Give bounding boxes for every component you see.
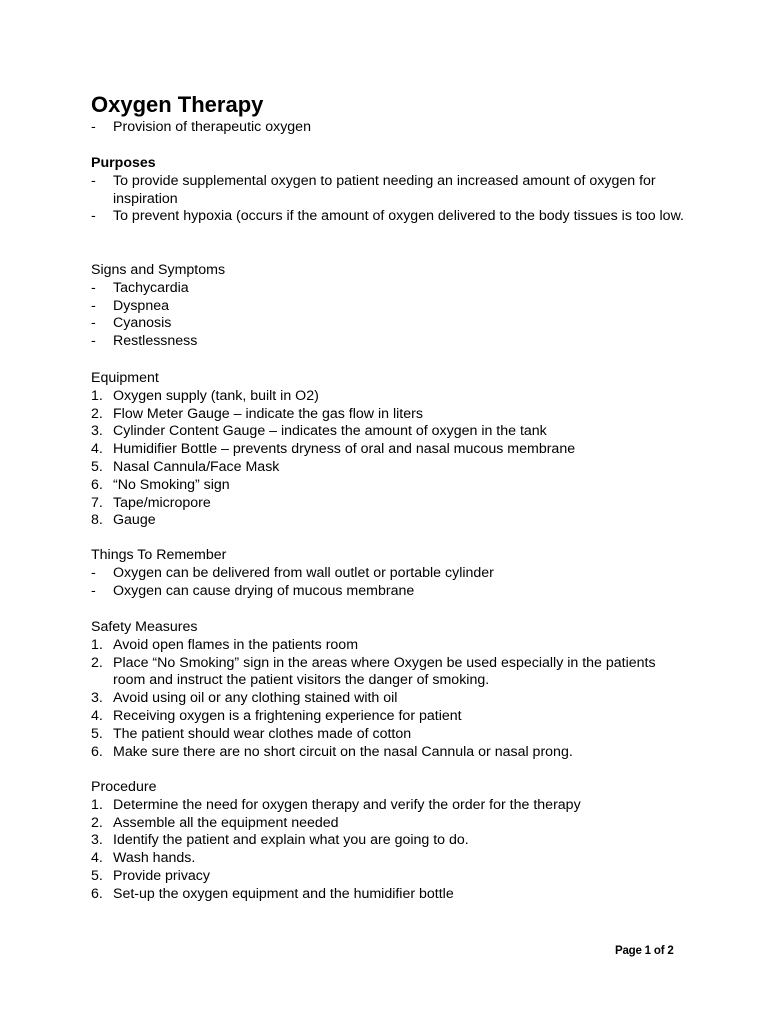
list-item	[91, 388, 691, 406]
section-heading: Signs and Symptoms	[91, 262, 226, 278]
list-marker: -	[91, 279, 96, 296]
list-marker: -	[91, 564, 96, 581]
list-item-text: Wash hands.	[113, 850, 196, 867]
list-item	[91, 886, 691, 904]
list-item-text: The patient should wear clothes made of cotton	[113, 725, 412, 742]
list-item	[91, 477, 691, 495]
list-item	[91, 315, 691, 333]
list-marker: 6.	[91, 476, 103, 493]
section-heading: Safety Measures	[91, 619, 198, 635]
list-item	[91, 423, 691, 441]
list-item-text: Place “No Smoking” sign in the areas where Oxygen be used especially in the patients room and instruct the patient visitors the danger of smoking.	[113, 654, 656, 689]
list-marker: 5.	[91, 725, 103, 742]
equipment-section	[91, 370, 691, 530]
list-item-text: Dyspnea	[113, 297, 169, 314]
list-item-text: “No Smoking” sign	[113, 476, 230, 493]
list-item-text: Provision of therapeutic oxygen	[113, 119, 311, 135]
list-marker: -	[91, 315, 96, 332]
section-heading: Equipment	[91, 370, 159, 386]
list-marker: 7.	[91, 494, 103, 511]
list-item	[91, 495, 691, 513]
list-marker: 8.	[91, 512, 103, 529]
list-marker: 2.	[91, 405, 103, 422]
list-marker: 6.	[91, 743, 103, 760]
list-marker: -	[91, 297, 96, 314]
list-item-text: Determine the need for oxygen therapy and verify the order for the therapy	[113, 796, 581, 813]
list-item	[91, 726, 691, 744]
list-marker: -	[91, 172, 96, 189]
list-item-text: Oxygen can be delivered from wall outlet or portable cylinder	[113, 564, 494, 581]
section-heading: Procedure	[91, 779, 157, 795]
list-marker: 4.	[91, 850, 103, 867]
list-item	[91, 815, 691, 833]
list-item	[91, 708, 691, 726]
list-marker: -	[91, 333, 96, 350]
list-marker: 3.	[91, 832, 103, 849]
list-item-text: Restlessness	[113, 333, 198, 350]
list-marker: 1.	[91, 387, 103, 404]
list-item-text: Cylinder Content Gauge – indicates the amount of oxygen in the tank	[113, 423, 547, 440]
list-item-text: Avoid open flames in the patients room	[113, 636, 359, 653]
list-item	[91, 512, 691, 530]
list-item-text: Provide privacy	[113, 867, 210, 884]
list-item-text: Tape/micropore	[113, 494, 211, 511]
list-item-text: Flow Meter Gauge – indicate the gas flow in liters	[113, 405, 423, 422]
list-item-text: Gauge	[113, 512, 156, 529]
list-marker: -	[91, 119, 96, 135]
list-item	[91, 565, 691, 583]
intro-section	[91, 119, 691, 137]
list-item	[91, 173, 691, 209]
list-item	[91, 832, 691, 850]
list-marker: 3.	[91, 690, 103, 707]
list-item-text: Assemble all the equipment needed	[113, 814, 339, 831]
list-item	[91, 459, 691, 477]
list-item	[91, 406, 691, 424]
list-item-text: Make sure there are no short circuit on the nasal Cannula or nasal prong.	[113, 743, 573, 760]
signs-section	[91, 262, 691, 351]
list-marker: 1.	[91, 636, 103, 653]
list-item	[91, 797, 691, 815]
list-item-text: Cyanosis	[113, 315, 172, 332]
procedure-section	[91, 779, 691, 904]
list-marker: 4.	[91, 441, 103, 458]
list-item	[91, 333, 691, 351]
list-item	[91, 655, 691, 691]
list-item	[91, 298, 691, 316]
list-marker: 4.	[91, 707, 103, 724]
list-marker: 2.	[91, 814, 103, 831]
list-marker: 6.	[91, 885, 103, 902]
safety-section	[91, 619, 691, 761]
list-item-text: Identify the patient and explain what you are going to do.	[113, 832, 469, 849]
list-item	[91, 868, 691, 886]
list-item-text: Oxygen supply (tank, built in O2)	[113, 387, 319, 404]
purposes-section	[91, 155, 691, 226]
list-item-text: Humidifier Bottle – prevents dryness of oral and nasal mucous membrane	[113, 441, 576, 458]
list-item-text: To provide supplemental oxygen to patient needing an increased amount of oxygen for inspiration	[113, 172, 656, 207]
list-item-text: Set-up the oxygen equipment and the humidifier bottle	[113, 885, 454, 902]
list-item-text: To prevent hypoxia (occurs if the amount of oxygen delivered to the body tissues is too low.	[113, 208, 684, 225]
list-item	[91, 280, 691, 298]
list-item	[91, 583, 691, 601]
list-marker: 5.	[91, 458, 103, 475]
list-item-text: Avoid using oil or any clothing stained with oil	[113, 690, 398, 707]
document-title: Oxygen Therapy	[91, 92, 264, 117]
list-item	[91, 119, 691, 137]
list-item-text: Receiving oxygen is a frightening experience for patient	[113, 707, 462, 724]
list-marker: 5.	[91, 867, 103, 884]
list-marker: -	[91, 582, 96, 599]
list-marker: 3.	[91, 423, 103, 440]
list-item	[91, 441, 691, 459]
section-heading: Things To Remember	[91, 547, 227, 563]
list-marker: 1.	[91, 796, 103, 813]
list-item-text: Oxygen can cause drying of mucous membrane	[113, 582, 415, 599]
list-item	[91, 850, 691, 868]
list-item	[91, 637, 691, 655]
list-marker: -	[91, 208, 96, 225]
page-number: Page 1 of 2	[615, 945, 674, 957]
list-item-text: Nasal Cannula/Face Mask	[113, 458, 280, 475]
list-marker: 2.	[91, 654, 103, 671]
section-heading: Purposes	[91, 155, 156, 171]
list-item	[91, 690, 691, 708]
list-item	[91, 744, 691, 762]
remember-section	[91, 547, 691, 600]
list-item-text: Tachycardia	[113, 279, 189, 296]
list-item	[91, 208, 691, 226]
